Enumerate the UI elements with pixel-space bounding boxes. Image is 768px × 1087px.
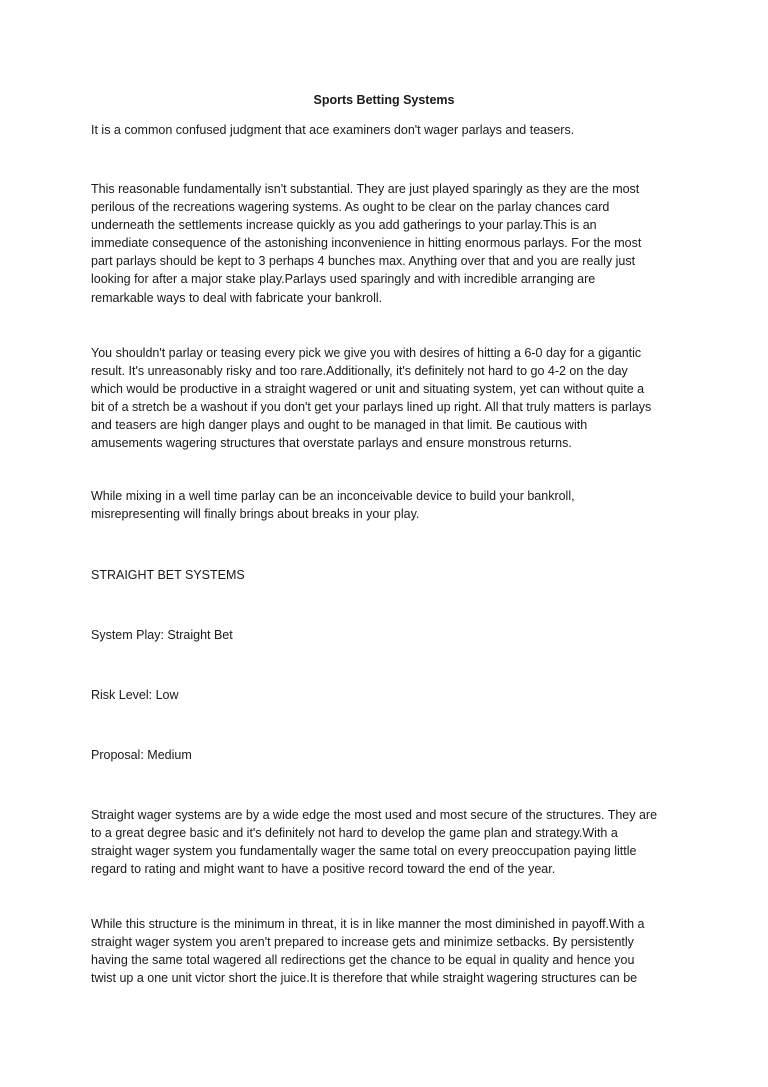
text-line: having the same total wagered all redirections get the chance to be equal in quality and hence you [91,953,635,968]
text-line: which would be productive in a straight wagered or unit and situating system, yet can without quite a [91,382,645,397]
paragraph-intro [91,121,691,139]
text-line: straight wager system you fundamentally wager the same total on every preoccupation paying little [91,844,637,859]
text-line: amusements wagering structures that overstate parlays and ensure monstrous returns. [91,436,572,451]
section-heading: STRAIGHT BET SYSTEMS [91,568,245,582]
text-line: underneath the settlements increase quickly as you add gatherings to your parlay.This is an [91,218,597,233]
text-line: While mixing in a well time parlay can be an inconceivable device to build your bankroll, [91,489,575,503]
text-line: part parlays should be kept to 3 perhaps 4 bunches max. Anything over that and you are really just [91,254,636,269]
text-line: looking for after a major stake play.Parlays used sparingly and with incredible arranging are [91,272,596,287]
text-line: straight wager system you aren't prepared to increase gets and minimize setbacks. By persistently [91,935,634,950]
text-line: perilous of the recreations wagering systems. As ought to be clear on the parlay chances card [91,200,610,215]
document-title: Sports Betting Systems [313,93,455,107]
system-play-label: System Play: Straight Bet [91,628,233,642]
text-line: regard to rating and might want to have a positive record toward the end of the year. [91,862,556,877]
text-line: to a great degree basic and it's definitely not hard to develop the game plan and strategy.With a [91,826,618,841]
paragraph-parlay-caution [91,344,691,453]
paragraph-straight-wager [91,806,691,878]
text-line: Straight wager systems are by a wide edge the most used and most secure of the structures. They are [91,808,658,822]
paragraph-parlay-overview [91,180,691,307]
text-line: twist up a one unit victor short the juice.It is therefore that while straight wagering structures can be [91,971,638,986]
text-line: immediate consequence of the astonishing inconvenience in hitting enormous parlays. For the most [91,236,642,251]
paragraph-parlay-summary [91,487,691,523]
paragraph-straight-payoff [91,915,691,987]
text-line: result. It's unreasonably risky and too rare.Additionally, it's definitely not hard to go 4-2 on the day [91,364,628,379]
text-line: bit of a stretch be a washout if you don't get your parlays lined up right. All that truly matters is parlays [91,400,652,415]
text-line: This reasonable fundamentally isn't substantial. They are just played sparingly as they are the most [91,182,640,196]
text-line: It is a common confused judgment that ace examiners don't wager parlays and teasers. [91,123,575,137]
proposal-label: Proposal: Medium [91,748,192,762]
text-line: and teasers are high danger plays and ought to be managed in that limit. Be cautious with [91,418,588,433]
risk-level-label: Risk Level: Low [91,688,179,702]
text-line: While this structure is the minimum in threat, it is in like manner the most diminished in payoff.With a [91,917,645,931]
text-line: misrepresenting will finally brings about breaks in your play. [91,507,420,522]
text-line: You shouldn't parlay or teasing every pick we give you with desires of hitting a 6-0 day for a gigantic [91,346,642,360]
text-line: remarkable ways to deal with fabricate your bankroll. [91,290,383,305]
